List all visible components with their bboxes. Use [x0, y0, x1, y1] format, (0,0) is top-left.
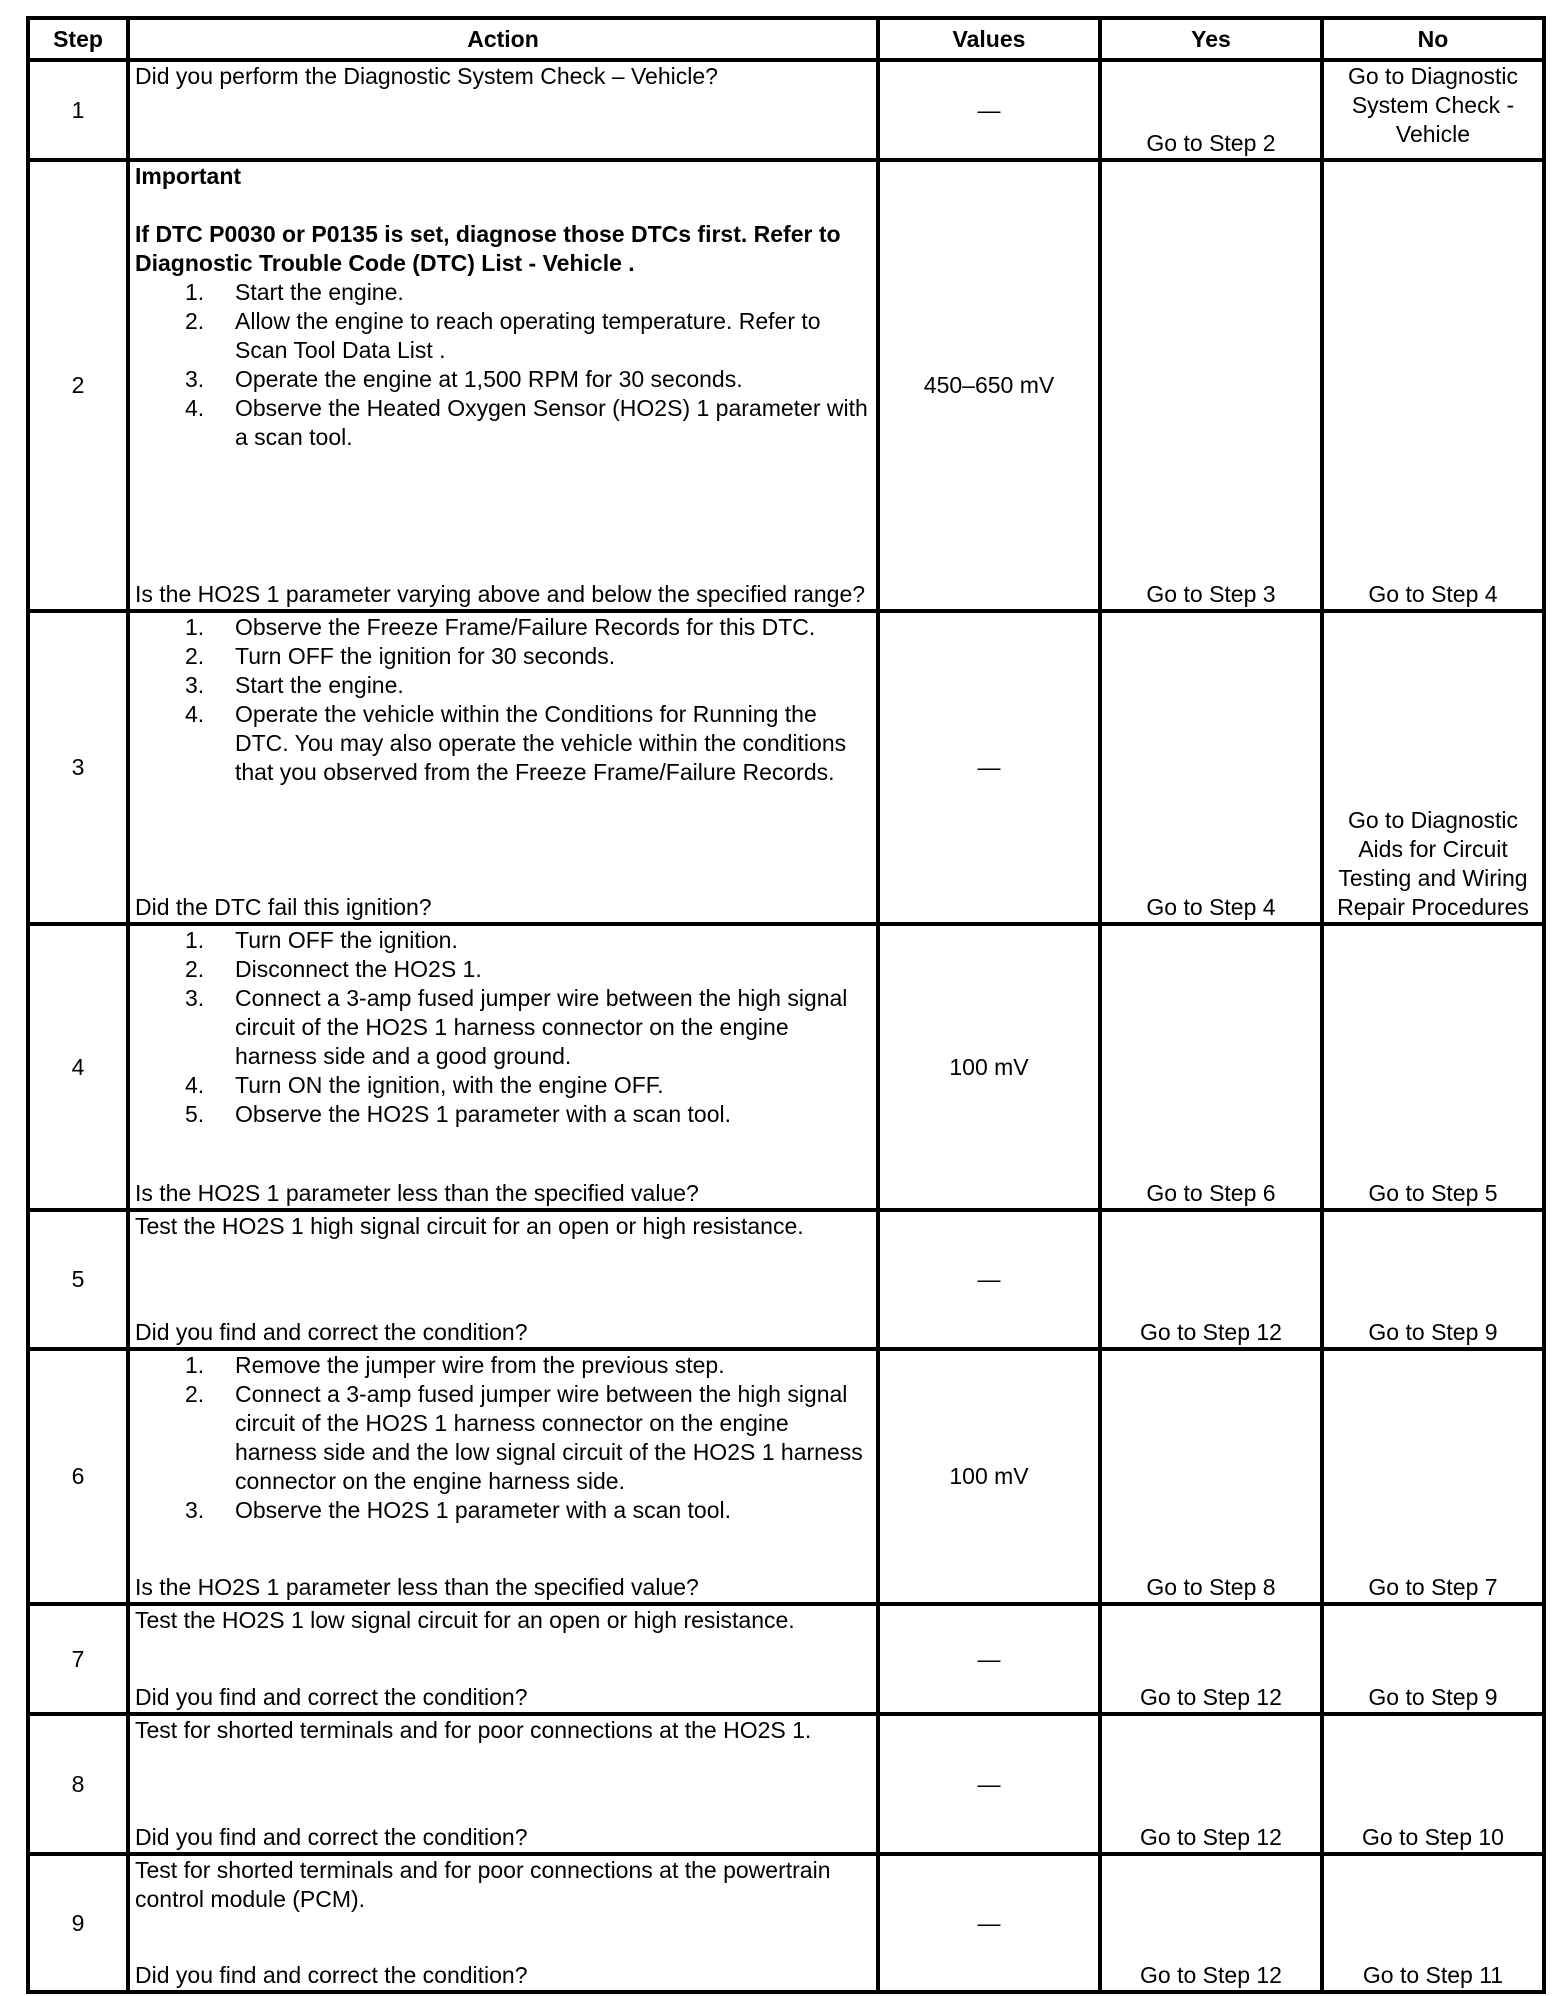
- step-number: 9: [28, 1854, 128, 1992]
- no-cell: Go to Step 4: [1322, 160, 1544, 611]
- header-action: Action: [128, 18, 878, 60]
- diagnostic-table: [26, 16, 1546, 1994]
- action-text: Test the HO2S 1 high signal circuit for an open or high resistance.: [135, 1213, 804, 1239]
- table-row: [28, 160, 1544, 611]
- table-row: [28, 60, 1544, 160]
- list-item: 3. Observe the HO2S 1 parameter with a scan tool.: [185, 1497, 732, 1523]
- table-row: [28, 611, 1544, 924]
- yes-cell: Go to Step 3: [1100, 160, 1322, 611]
- action-cell: [128, 611, 878, 924]
- question-text: Is the HO2S 1 parameter varying above and below the specified range?: [135, 581, 866, 607]
- list-item: 3. Operate the engine at 1,500 RPM for 30 seconds.: [185, 366, 743, 392]
- procedure-list: [135, 926, 871, 1129]
- table-header-row: [28, 18, 1544, 60]
- step-number: 4: [28, 924, 128, 1210]
- list-item: 2. Disconnect the HO2S 1.: [185, 956, 482, 982]
- list-item: 1. Turn OFF the ignition.: [185, 927, 458, 953]
- question-text: Did you find and correct the condition?: [135, 1824, 528, 1850]
- question-text: Did you find and correct the condition?: [135, 1319, 528, 1345]
- procedure-list: [135, 613, 871, 787]
- no-cell: Go to Step 5: [1322, 924, 1544, 1210]
- no-cell: Go to Step 9: [1322, 1604, 1544, 1714]
- list-item: 4. Observe the Heated Oxygen Sensor (HO2S) 1 parameter with a scan tool.: [185, 395, 868, 450]
- values-cell: 100 mV: [878, 1349, 1100, 1604]
- question-text: Did you find and correct the condition?: [135, 1962, 528, 1988]
- action-cell: [128, 60, 878, 160]
- step-number: 6: [28, 1349, 128, 1604]
- action-cell: [128, 1714, 878, 1854]
- no-cell: Go to Step 11: [1322, 1854, 1544, 1992]
- question-text: Is the HO2S 1 parameter less than the specified value?: [135, 1574, 699, 1600]
- values-cell: —: [878, 1604, 1100, 1714]
- header-no: No: [1322, 18, 1544, 60]
- yes-cell: Go to Step 2: [1100, 60, 1322, 160]
- question-text: Did you find and correct the condition?: [135, 1684, 528, 1710]
- action-text: Test for shorted terminals and for poor connections at the HO2S 1.: [135, 1717, 812, 1743]
- list-item: 1. Remove the jumper wire from the previous step.: [185, 1352, 725, 1378]
- list-item: 1. Start the engine.: [185, 279, 404, 305]
- yes-cell: Go to Step 8: [1100, 1349, 1322, 1604]
- list-item: 2. Connect a 3-amp fused jumper wire between the high signal circuit of the HO2S 1 harness connector on the engine harness side and the low signal circuit of the HO2S 1 harness connector on the engine harness side.: [185, 1381, 863, 1494]
- no-cell: Go to Diagnostic Aids for Circuit Testing and Wiring Repair Procedures: [1322, 611, 1544, 924]
- step-number: 3: [28, 611, 128, 924]
- values-cell: —: [878, 60, 1100, 160]
- table-row: [28, 1349, 1544, 1604]
- no-cell: Go to Step 7: [1322, 1349, 1544, 1604]
- no-cell: Go to Step 9: [1322, 1210, 1544, 1349]
- table-row: [28, 1854, 1544, 1992]
- list-item: 4. Operate the vehicle within the Conditions for Running the DTC. You may also operate the vehicle within the conditions that you observed from the Freeze Frame/Failure Records.: [185, 701, 847, 785]
- action-cell: [128, 924, 878, 1210]
- no-cell: Go to Diagnostic System Check - Vehicle: [1322, 60, 1544, 160]
- yes-cell: Go to Step 12: [1100, 1210, 1322, 1349]
- header-values: Values: [878, 18, 1100, 60]
- step-number: 2: [28, 160, 128, 611]
- important-label: Important: [135, 163, 242, 189]
- yes-cell: Go to Step 12: [1100, 1854, 1322, 1992]
- list-item: 5. Observe the HO2S 1 parameter with a scan tool.: [185, 1101, 732, 1127]
- step-number: 1: [28, 60, 128, 160]
- list-item: 3. Start the engine.: [185, 672, 404, 698]
- table-row: [28, 1714, 1544, 1854]
- header-yes: Yes: [1100, 18, 1322, 60]
- action-text: Test for shorted terminals and for poor connections at the powertrain control module (PCM).: [135, 1857, 831, 1912]
- important-note: If DTC P0030 or P0135 is set, diagnose those DTCs first. Refer to Diagnostic Trouble Code (DTC) List - Vehicle .: [135, 221, 841, 276]
- action-cell: [128, 1210, 878, 1349]
- values-cell: 100 mV: [878, 924, 1100, 1210]
- values-cell: 450–650 mV: [878, 160, 1100, 611]
- values-cell: —: [878, 1210, 1100, 1349]
- table-row: [28, 924, 1544, 1210]
- procedure-list: [135, 1351, 871, 1525]
- list-item: 3. Connect a 3-amp fused jumper wire between the high signal circuit of the HO2S 1 harness connector on the engine harness side and a good ground.: [185, 985, 848, 1069]
- values-cell: —: [878, 611, 1100, 924]
- action-text: Test the HO2S 1 low signal circuit for an open or high resistance.: [135, 1607, 795, 1633]
- yes-cell: Go to Step 6: [1100, 924, 1322, 1210]
- action-cell: [128, 1854, 878, 1992]
- action-text: Did you perform the Diagnostic System Check – Vehicle?: [135, 63, 718, 89]
- list-item: 4. Turn ON the ignition, with the engine OFF.: [185, 1072, 664, 1098]
- table-row: [28, 1210, 1544, 1349]
- question-text: Is the HO2S 1 parameter less than the specified value?: [135, 1180, 699, 1206]
- header-step: Step: [28, 18, 128, 60]
- step-number: 5: [28, 1210, 128, 1349]
- yes-cell: Go to Step 12: [1100, 1604, 1322, 1714]
- yes-cell: Go to Step 12: [1100, 1714, 1322, 1854]
- values-cell: —: [878, 1854, 1100, 1992]
- action-cell: [128, 1349, 878, 1604]
- list-item: 2. Turn OFF the ignition for 30 seconds.: [185, 643, 616, 669]
- step-number: 8: [28, 1714, 128, 1854]
- action-cell: [128, 160, 878, 611]
- table-row: [28, 1604, 1544, 1714]
- action-cell: [128, 1604, 878, 1714]
- step-number: 7: [28, 1604, 128, 1714]
- yes-cell: Go to Step 4: [1100, 611, 1322, 924]
- list-item: 2. Allow the engine to reach operating temperature. Refer to Scan Tool Data List .: [185, 308, 821, 363]
- procedure-list: [135, 278, 871, 452]
- values-cell: —: [878, 1714, 1100, 1854]
- list-item: 1. Observe the Freeze Frame/Failure Records for this DTC.: [185, 614, 816, 640]
- no-cell: Go to Step 10: [1322, 1714, 1544, 1854]
- question-text: Did the DTC fail this ignition?: [135, 894, 432, 920]
